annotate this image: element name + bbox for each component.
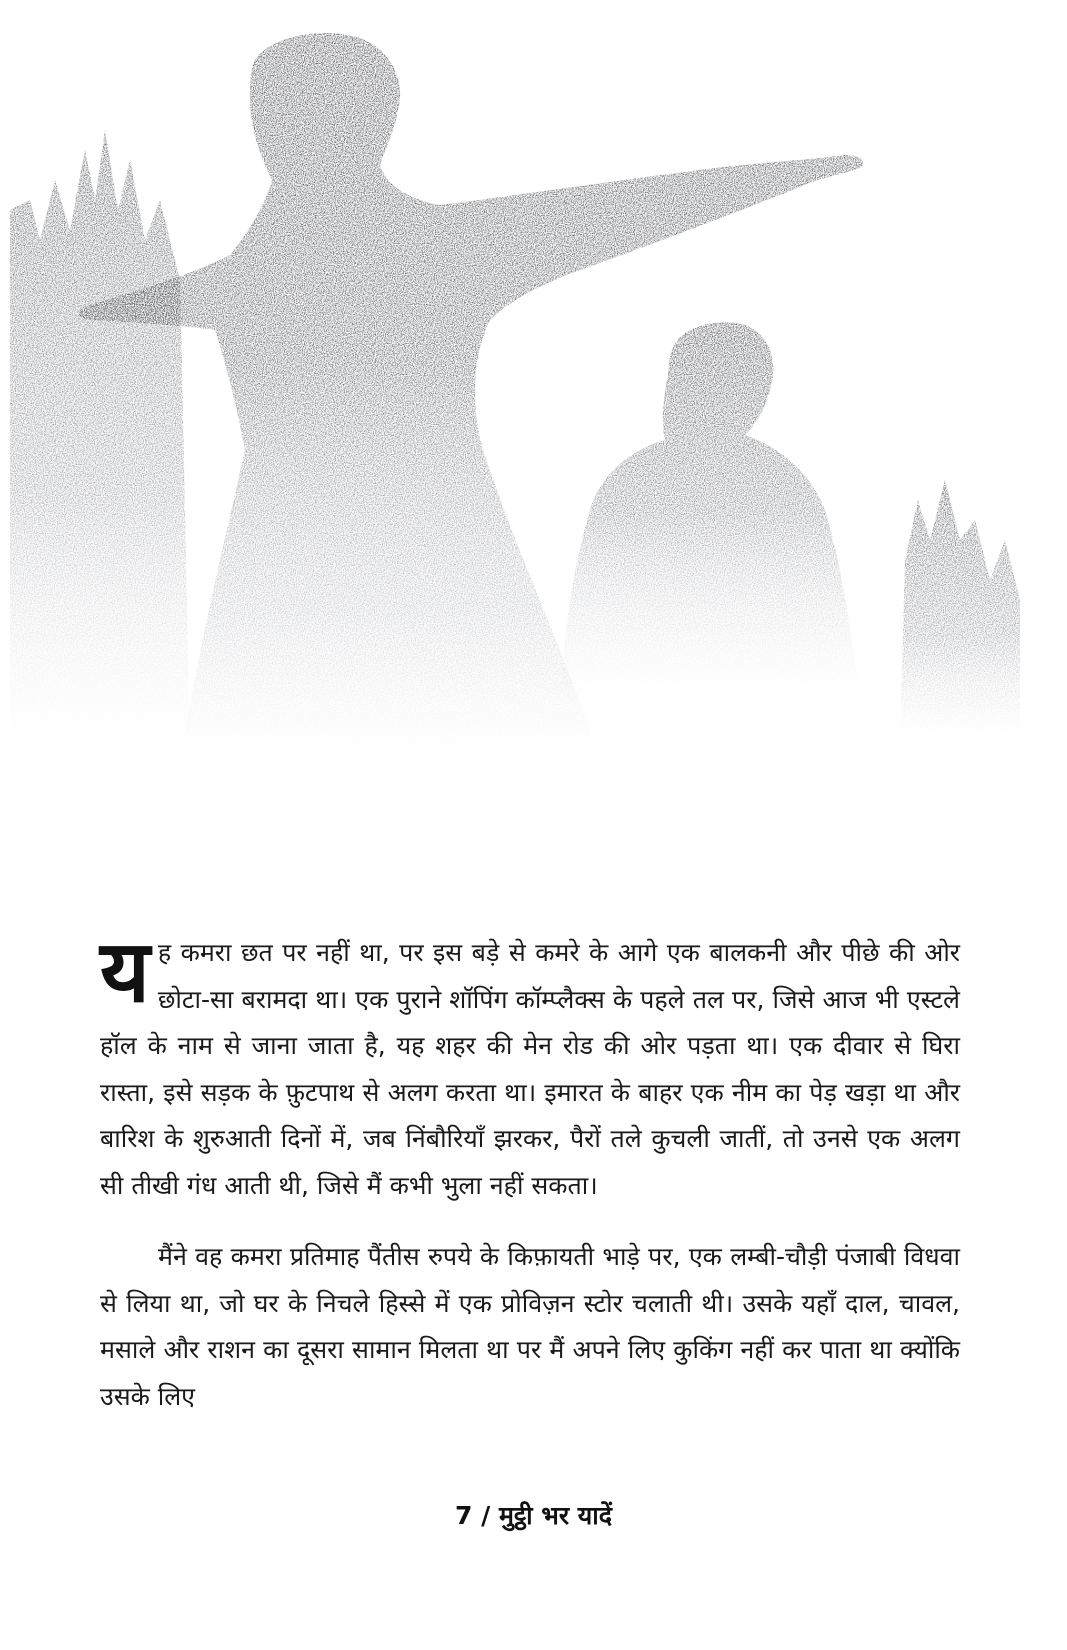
- drop-cap: य: [100, 922, 150, 1022]
- page-number: 7: [454, 1501, 473, 1530]
- paragraph-1: [100, 922, 960, 1209]
- two-silhouettes-illustration: [0, 0, 1067, 820]
- paragraph-1-text: ह कमरा छत पर नहीं था, पर इस बड़े से कमरे के आगे एक बालकनी और पीछे की ओर छोटा-सा बरामदा था। एक पुराने शॉपिंग कॉम्प्लैक्स के पहले तल पर, जिसे आज भी एस्टले हॉल के नाम से जाना जाता है, यह शहर की मेन रोड की ओर पड़ता था। एक दीवार से घिरा रास्ता, इसे सड़क के फ़ुटपाथ से अलग करता था। इमारत के बाहर एक नीम का पेड़ खड़ा था और बारिश के शुरुआती दिनों में, जब निंबौरियाँ झरकर, पैरों तले कुचली जातीं, तो उनसे एक अलग सी तीखी गंध आती थी, जिसे मैं कभी भुला नहीं सकता।: [100, 938, 960, 1200]
- book-title: मुट्ठी भर यादें: [498, 1501, 613, 1530]
- footer-separator: /: [481, 1501, 491, 1530]
- body-text: [100, 922, 960, 1445]
- paragraph-2: मैंने वह कमरा प्रतिमाह पैंतीस रुपये के किफ़ायती भाड़े पर, एक लम्बी-चौड़ी पंजाबी विधवा से लिया था, जो घर के निचले हिस्से में एक प्रोविज़न स्टोर चलाती थी। उसके यहाँ दाल, चावल, मसाले और राशन का दूसरा सामान मिलता था पर मैं अपने लिए कुकिंग नहीं कर पाता था क्योंकि उसके लिए: [100, 1242, 960, 1411]
- page-footer: [0, 1498, 1067, 1532]
